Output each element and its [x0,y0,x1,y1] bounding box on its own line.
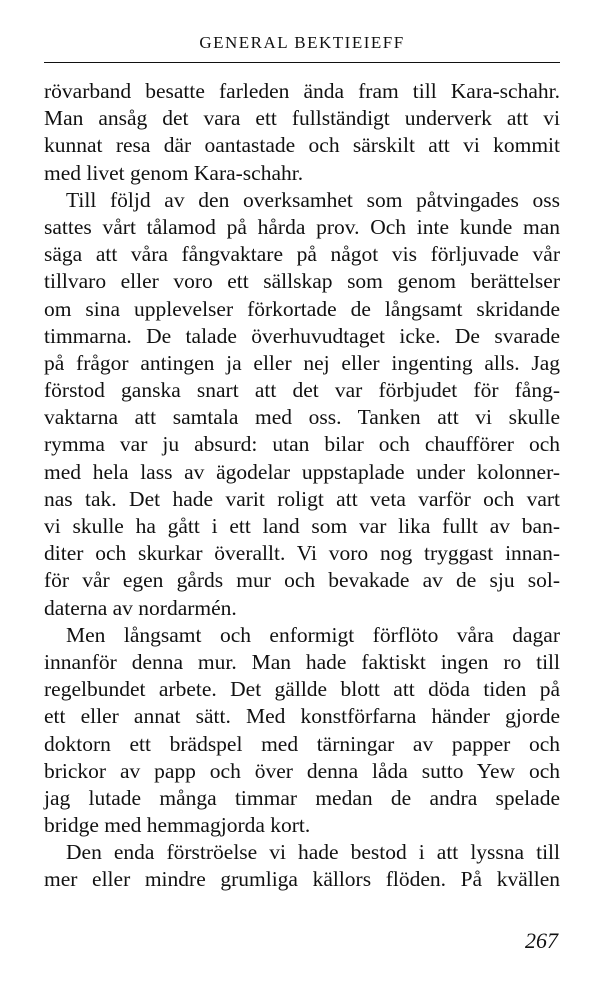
text-line: Till följd av den overksamhet som påtvingades oss [66,187,560,212]
text-line: rövarband besatte farleden ända fram till Kara-schahr. [44,79,560,103]
page-number: 267 [525,928,558,953]
text-line: om sina upplevelser förkortade de långsamt skridande [44,296,560,321]
text-line: Den enda förströelse vi hade bestod i att lyssna till [66,840,560,865]
text-line: diter och skurkar överallt. Vi voro nog tryggast innan- [44,541,560,566]
text-line: innanför denna mur. Man hade faktiskt ingen ro till [44,649,560,674]
text-line: ett eller annat sätt. Med konstförfarna händer gjorde [44,704,560,729]
text-line: nas tak. Det hade varit roligt att veta varför och vart [44,486,560,511]
text-line: kunnat resa där oantastade och särskilt att vi kommit [44,133,560,158]
text-line: tillvaro eller voro ett sällskap som genom berättelser [44,269,560,294]
body-text [44,78,560,894]
text-line: på frågor antingen ja eller nej eller ingenting alls. Jag [44,350,560,375]
text-line: vaktarna att samtala med oss. Tanken att vi skulle [44,405,560,430]
text-line: förstod ganska snart att det var förbjudet för fång- [44,378,560,403]
text-line: daterna av nordarmén. [44,595,237,620]
text-line: regelbundet arbete. Det gällde blott att döda tiden på [44,677,560,702]
text-line: sattes vårt tålamod på hårda prov. Och inte kunde man [44,214,560,239]
text-line: med livet genom Kara-schahr. [44,160,304,185]
text-line: jag lutade många timmar medan de andra spelade [44,785,560,810]
text-line: för vår egen gårds mur och bevakade av de sju sol- [44,568,560,593]
text-line: mer eller mindre grumliga källors flöden. På kvällen [44,867,560,892]
running-head: GENERAL BEKTIEIEFF [199,33,405,52]
text-line: vi skulle ha gått i ett land som var lika fullt av ban- [44,514,560,538]
text-line: Man ansåg det vara ett fullständigt underverk att vi [44,106,560,131]
text-line: med hela lass av ägodelar uppstaplade under kolonner- [44,459,560,484]
text-line: rymma var ju absurd: utan bilar och chaufförer och [44,432,560,457]
text-line: säga att våra fångvaktare på något vis förljuvade vår [44,242,560,267]
text-line: doktorn ett brädspel med tärningar av papper och [44,731,560,756]
book-page [44,0,560,1008]
text-line: Men långsamt och enformigt förflöto våra dagar [66,622,560,647]
text-line: bridge med hemmagjorda kort. [44,813,311,838]
text-line: brickor av papp och över denna låda sutto Yew och [44,758,560,783]
text-line: timmarna. De talade överhuvudtaget icke. De svarade [44,323,560,348]
header-rule [44,62,560,63]
